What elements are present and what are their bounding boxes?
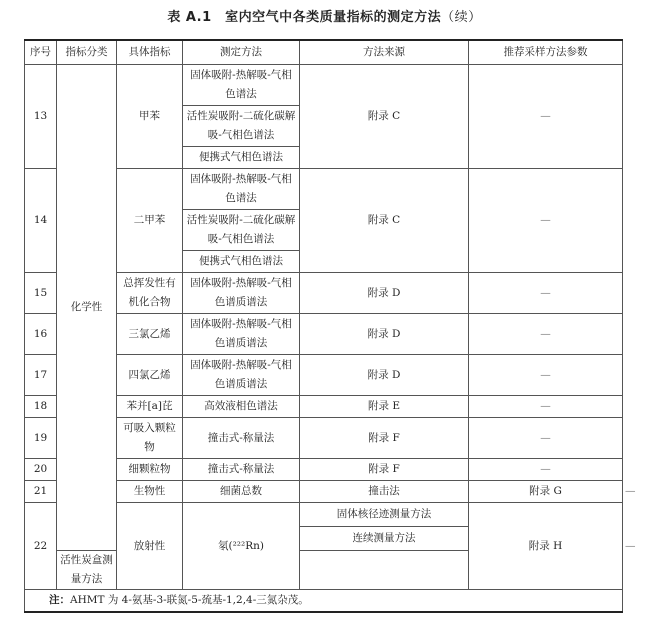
table-title-suffix: （续） — [441, 10, 482, 25]
header-indicator: 具体指标 — [117, 40, 183, 65]
row-no: 13 — [25, 65, 57, 169]
table-header-row — [25, 40, 623, 65]
table-row: 22 放射性 氡(²²²Rn) 固体核径迹测量方法 附录 H — — [25, 503, 623, 527]
row-indicator: 甲苯 — [117, 65, 183, 169]
table-title-main: 表 A.1 室内空气中各类质量指标的测定方法 — [167, 10, 442, 25]
measurement-methods-table — [24, 39, 636, 613]
header-method: 测定方法 — [183, 40, 300, 65]
row-method: 固体吸附-热解吸-气相色谱法 — [183, 65, 300, 106]
row-no: 22 — [25, 503, 57, 590]
row-method: 固体吸附-热解吸-气相色谱质谱法 — [183, 355, 300, 396]
row-source: 附录 C — [300, 65, 469, 169]
row-no: 21 — [25, 481, 57, 503]
row-indicator: 四氯乙烯 — [117, 355, 183, 396]
row-source: 附录 D — [300, 273, 469, 314]
table-row — [25, 65, 623, 106]
row-method: 活性炭盒测量方法 — [57, 551, 117, 590]
row-indicator: 苯并[a]芘 — [117, 396, 183, 418]
row-params: — — [469, 355, 623, 396]
row-source: 附录 F — [300, 459, 469, 481]
table-note-row — [25, 590, 623, 613]
row-no: 18 — [25, 396, 57, 418]
row-params: — — [469, 396, 623, 418]
row-method: 活性炭吸附-二硫化碳解吸-气相色谱法 — [183, 210, 300, 251]
table-note — [25, 590, 623, 613]
row-no: 19 — [25, 418, 57, 459]
row-method: 固体核径迹测量方法 — [300, 503, 469, 527]
row-method: 固体吸附-热解吸-气相色谱质谱法 — [183, 314, 300, 355]
row-source: 附录 H — [469, 503, 623, 590]
category-radioactive: 放射性 — [117, 503, 183, 590]
row-params: — — [469, 273, 623, 314]
note-text: AHMT 为 4-氨基-3-联氮-5-巯基-1,2,4-三氮杂茂。 — [70, 594, 309, 606]
row-method: 活性炭吸附-二硫化碳解吸-气相色谱法 — [183, 106, 300, 147]
row-method: 连续测量方法 — [300, 527, 469, 551]
row-params: — — [469, 459, 623, 481]
row-no: 20 — [25, 459, 57, 481]
row-indicator: 二甲苯 — [117, 169, 183, 273]
row-source: 附录 C — [300, 169, 469, 273]
row-no: 15 — [25, 273, 57, 314]
row-method: 便携式气相色谱法 — [183, 251, 300, 273]
row-source: 附录 D — [300, 355, 469, 396]
category-biological: 生物性 — [117, 481, 183, 503]
row-indicator: 氡(²²²Rn) — [183, 503, 300, 590]
row-source: 附录 D — [300, 314, 469, 355]
row-indicator: 总挥发性有机化合物 — [117, 273, 183, 314]
row-params: — — [469, 169, 623, 273]
table-title — [0, 6, 649, 25]
header-no: 序号 — [25, 40, 57, 65]
row-method: 撞击式-称量法 — [183, 459, 300, 481]
row-indicator: 细颗粒物 — [117, 459, 183, 481]
row-method: 固体吸附-热解吸-气相色谱法 — [183, 169, 300, 210]
row-indicator: 三氯乙烯 — [117, 314, 183, 355]
header-source: 方法来源 — [300, 40, 469, 65]
row-params: — — [469, 418, 623, 459]
row-params: — — [469, 314, 623, 355]
row-indicator: 可吸入颗粒物 — [117, 418, 183, 459]
row-method: 撞击式-称量法 — [183, 418, 300, 459]
row-source: 附录 F — [300, 418, 469, 459]
category-chemical: 化学性 — [57, 65, 117, 551]
row-method: 固体吸附-热解吸-气相色谱质谱法 — [183, 273, 300, 314]
row-source: 附录 E — [300, 396, 469, 418]
header-params: 推荐采样方法参数 — [469, 40, 623, 65]
row-method: 便携式气相色谱法 — [183, 147, 300, 169]
row-params: — — [469, 65, 623, 169]
row-indicator: 细菌总数 — [183, 481, 300, 503]
row-method: 高效液相色谱法 — [183, 396, 300, 418]
row-no: 17 — [25, 355, 57, 396]
row-no: 16 — [25, 314, 57, 355]
note-label: 注： — [49, 594, 70, 606]
header-category: 指标分类 — [57, 40, 117, 65]
table-row: 21 生物性 细菌总数 撞击法 附录 G — — [25, 481, 623, 503]
row-source: 附录 G — [469, 481, 623, 503]
row-method: 撞击法 — [300, 481, 469, 503]
row-no: 14 — [25, 169, 57, 273]
